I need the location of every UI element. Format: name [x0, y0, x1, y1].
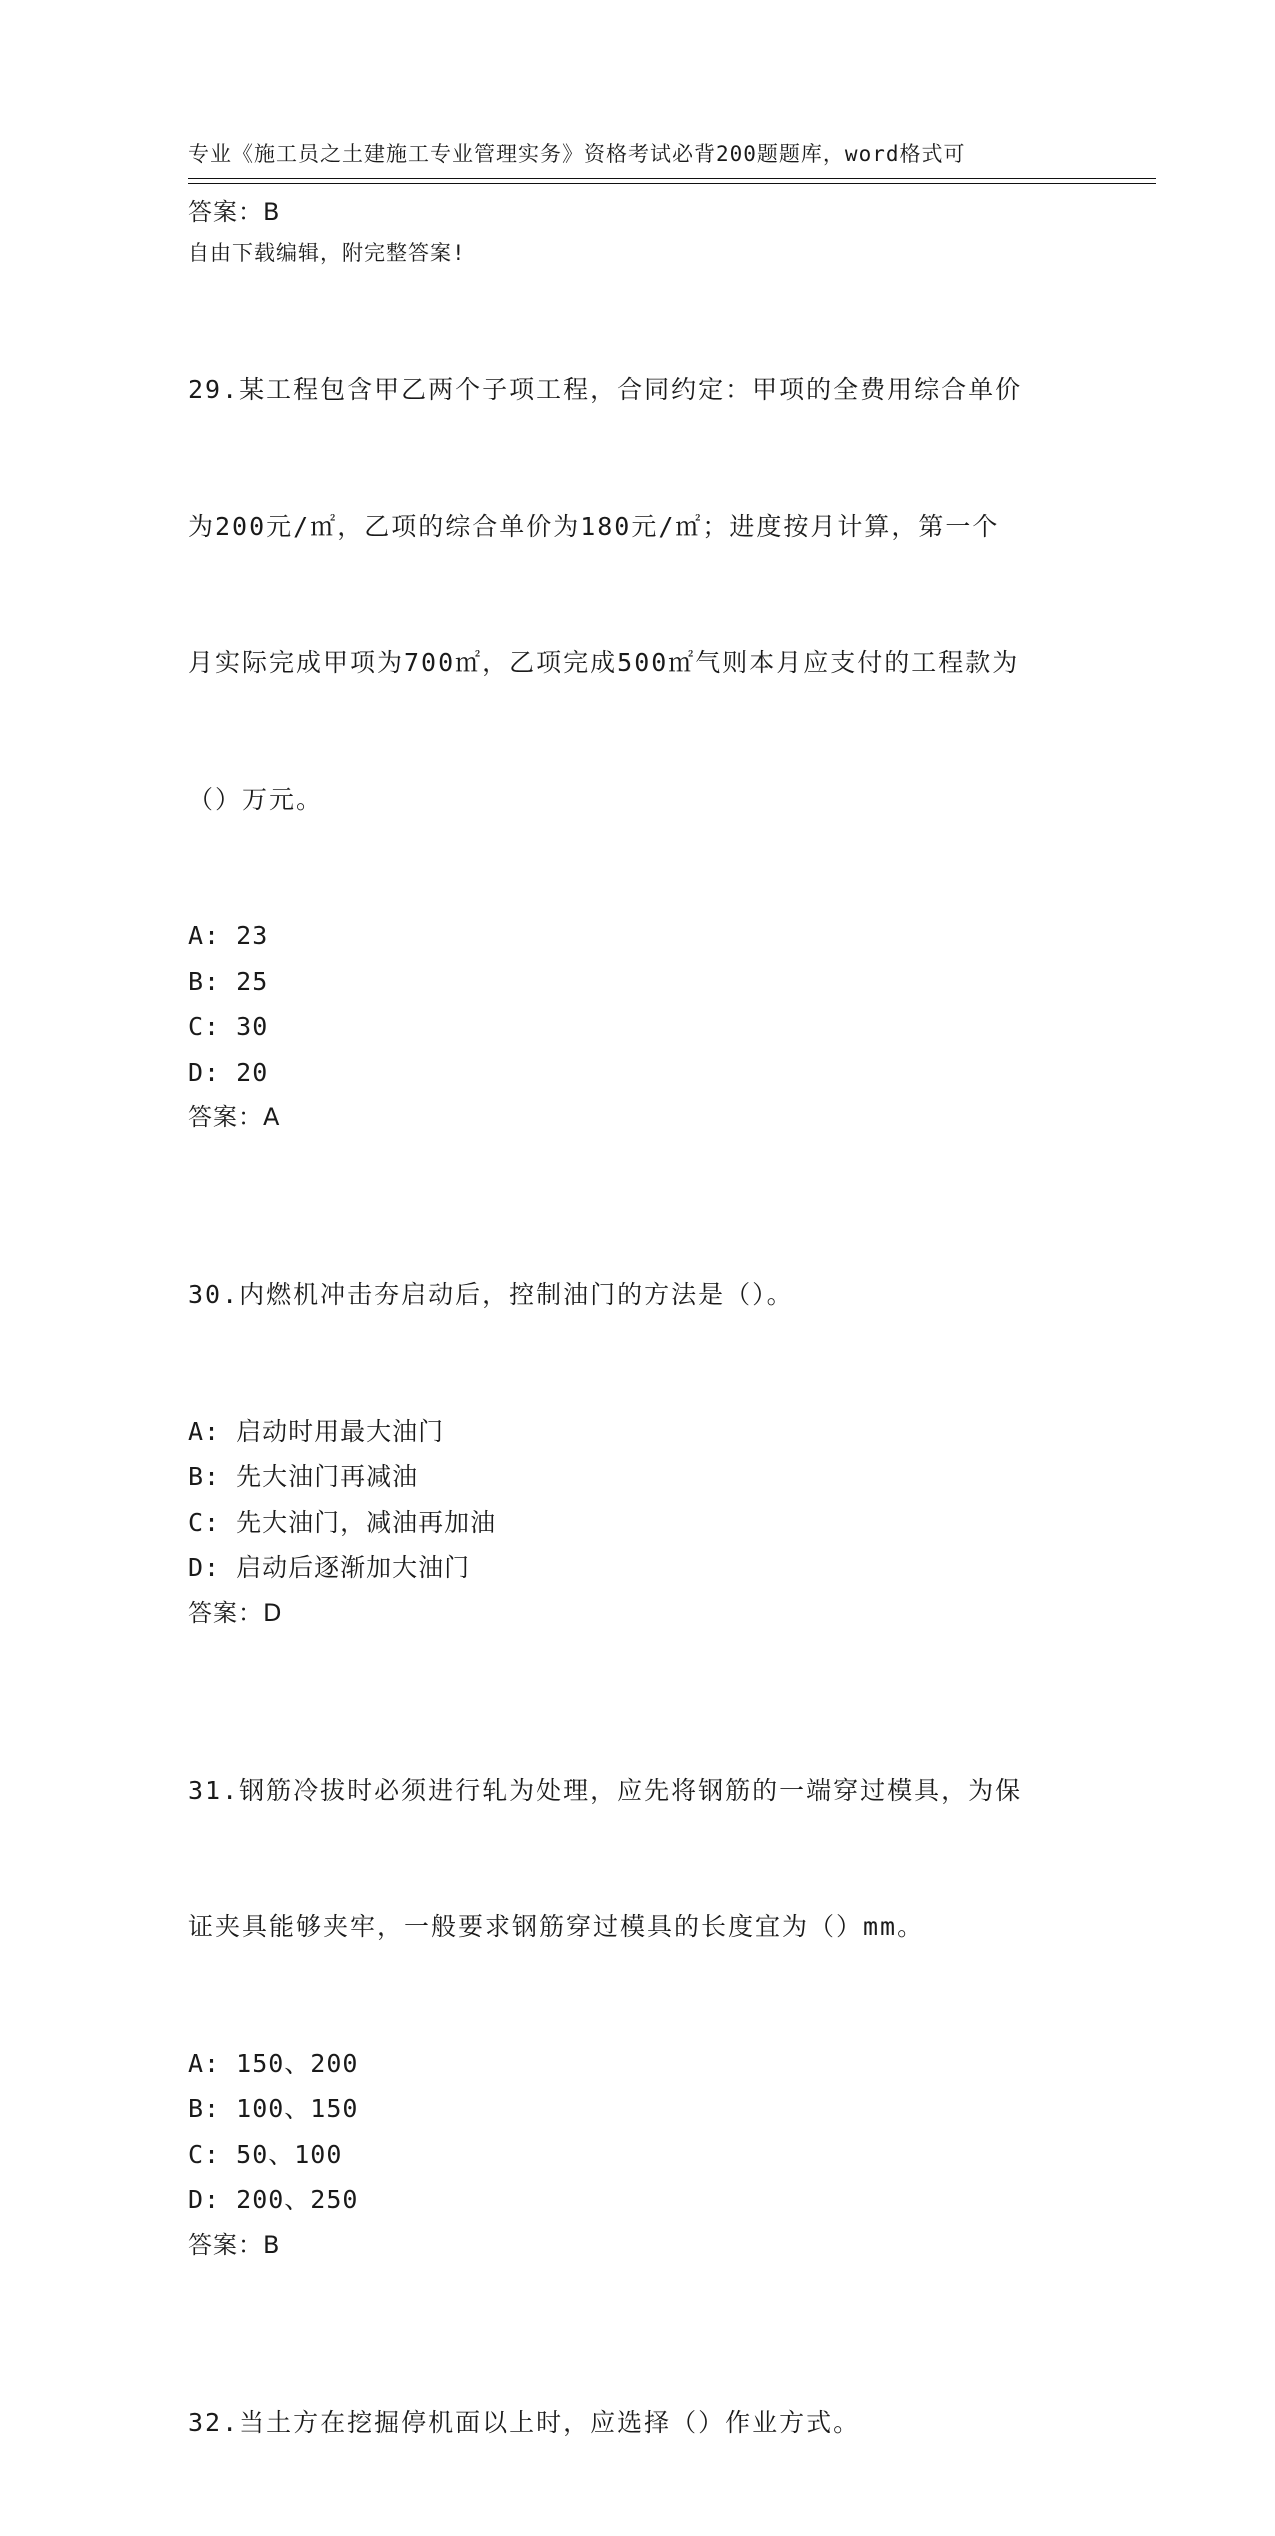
question-text-line: 30.内燃机冲击夯启动后，控制油门的方法是（）。	[188, 1272, 1088, 1318]
header-divider-bottom	[188, 183, 1156, 184]
question-text-line: 为200元/㎡，乙项的综合单价为180元/㎡；进度按月计算，第一个	[188, 504, 1088, 550]
question-text-line: 证夹具能够夹牢，一般要求钢筋穿过模具的长度宜为（）mm。	[188, 1904, 1088, 1950]
question-31	[188, 1677, 1088, 2041]
option-c: C: 30	[188, 1004, 1088, 1050]
question-list	[188, 190, 1088, 2536]
question-32	[188, 2309, 1088, 2536]
spacer	[188, 2267, 1088, 2309]
question-29	[188, 276, 1088, 913]
question-text-line: （）万元。	[188, 777, 1088, 823]
header-line-2: 自由下载编辑，附完整答案!	[188, 237, 1068, 270]
answer-line: 答案：B	[188, 2223, 1088, 2267]
header-line-1: 专业《施工员之土建施工专业管理实务》资格考试必背200题题库，word格式可	[188, 138, 1068, 171]
answer-line: 答案：D	[188, 1591, 1088, 1635]
option-d: D: 20	[188, 1050, 1088, 1096]
option-d: D: 200、250	[188, 2177, 1088, 2223]
spacer	[188, 1635, 1088, 1677]
answer-line: 答案：A	[188, 1095, 1088, 1139]
header-divider-top	[188, 178, 1156, 179]
question-30	[188, 1181, 1088, 1409]
question-text-line: 31.钢筋冷拔时必须进行轧为处理，应先将钢筋的一端穿过模具，为保	[188, 1768, 1088, 1814]
question-text-line: 32.当土方在挖掘停机面以上时，应选择（）作业方式。	[188, 2400, 1088, 2446]
option-b: B: 100、150	[188, 2086, 1088, 2132]
option-b: B: 25	[188, 959, 1088, 1005]
option-a: A: 150、200	[188, 2041, 1088, 2087]
answer-line: 答案：B	[188, 190, 1088, 234]
spacer	[188, 234, 1088, 276]
option-c: C: 50、100	[188, 2132, 1088, 2178]
option-a: A: 23	[188, 913, 1088, 959]
question-text-line: 月实际完成甲项为700㎡，乙项完成500㎡气则本月应支付的工程款为	[188, 640, 1088, 686]
option-c: C: 先大油门，减油再加油	[188, 1500, 1088, 1546]
question-text-line: 29.某工程包含甲乙两个子项工程，合同约定：甲项的全费用综合单价	[188, 367, 1088, 413]
option-a: A: 启动时用最大油门	[188, 1409, 1088, 1455]
option-d: D: 启动后逐渐加大油门	[188, 1545, 1088, 1591]
spacer	[188, 1139, 1088, 1181]
option-b: B: 先大油门再减油	[188, 1454, 1088, 1500]
